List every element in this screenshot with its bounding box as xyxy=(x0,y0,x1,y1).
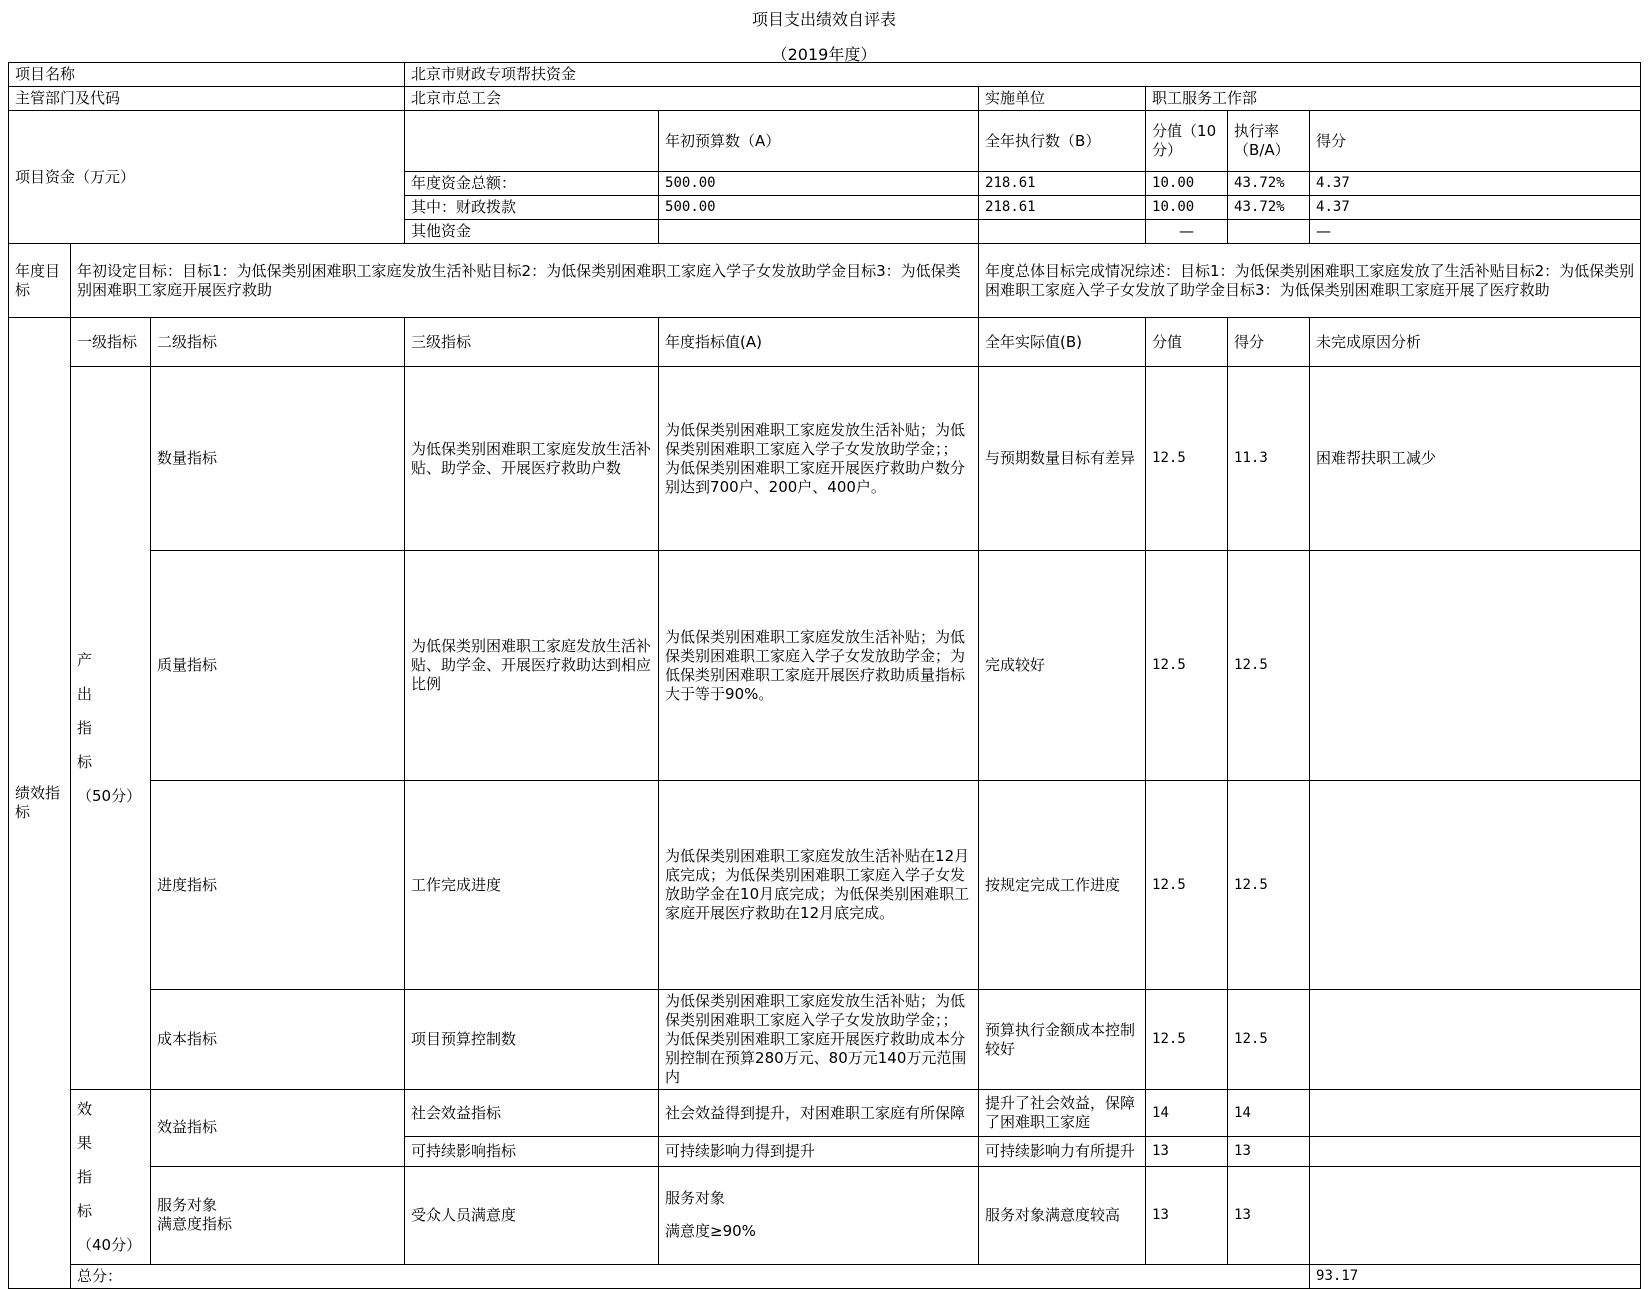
header-level1: 一级指标 xyxy=(71,318,151,367)
indicator-row xyxy=(9,551,1641,781)
score: 14 xyxy=(1228,1090,1310,1137)
output-level1 xyxy=(71,367,151,1090)
funds-row-budget xyxy=(659,220,979,244)
goals-summary: 年度总体目标完成情况综述：目标1：为低保类别困难职工家庭发放了生活补贴目标2：为低保类别困难职工家庭入学子女发放了助学金目标3：为低保类别困难职工家庭开展了医疗救助 xyxy=(979,244,1641,318)
funds-row-executed: 218.61 xyxy=(979,196,1146,220)
output-points: （50分） xyxy=(77,787,142,805)
funds-header-score-value: 分值（10分） xyxy=(1146,111,1228,172)
reason: 困难帮扶职工减少 xyxy=(1310,367,1641,551)
score-value: 12.5 xyxy=(1146,990,1228,1090)
reason xyxy=(1310,1166,1641,1264)
actual-value: 完成较好 xyxy=(979,551,1146,781)
funds-row-rate xyxy=(1228,220,1310,244)
output-char: 指 xyxy=(77,719,93,737)
actual-value: 与预期数量目标有差异 xyxy=(979,367,1146,551)
header-level3: 三级指标 xyxy=(405,318,659,367)
level3: 可持续影响指标 xyxy=(405,1137,659,1167)
reason xyxy=(1310,1090,1641,1137)
reason xyxy=(1310,551,1641,781)
effect-level1 xyxy=(71,1090,151,1265)
total-value: 93.17 xyxy=(1310,1265,1641,1289)
reason xyxy=(1310,990,1641,1090)
effect-char: 效 xyxy=(77,1100,93,1118)
funds-row-score-value: — xyxy=(1146,220,1228,244)
actual-value: 可持续影响力有所提升 xyxy=(979,1137,1146,1167)
funds-row-budget: 500.00 xyxy=(659,172,979,196)
unit-label: 实施单位 xyxy=(979,87,1146,111)
indicators-label: 绩效指标 xyxy=(9,318,71,1289)
score: 12.5 xyxy=(1228,990,1310,1090)
indicator-row xyxy=(9,781,1641,990)
funds-row-score: 4.37 xyxy=(1310,172,1641,196)
target-value: 为低保类别困难职工家庭发放生活补贴；为低保类别困难职工家庭入学子女发放助学金；；为低保类别困难职工家庭开展医疗救助户数分别达到700户、200户、400户。 xyxy=(659,367,979,551)
goals-label: 年度目标 xyxy=(9,244,71,318)
reason xyxy=(1310,1137,1641,1167)
dept-label: 主管部门及代码 xyxy=(9,87,405,111)
funds-row-rate: 43.72% xyxy=(1228,172,1310,196)
target-value: 为低保类别困难职工家庭发放生活补贴；为低保类别困难职工家庭入学子女发放助学金；为低保类别困难职工家庭开展医疗救助质量指标大于等于90%。 xyxy=(659,551,979,781)
actual-value: 按规定完成工作进度 xyxy=(979,781,1146,990)
page-subtitle: （2019年度） xyxy=(771,45,877,64)
header-target: 年度指标值(A) xyxy=(659,318,979,367)
actual-value: 提升了社会效益，保障了困难职工家庭 xyxy=(979,1090,1146,1137)
indicator-row xyxy=(9,1090,1641,1137)
header-score-value: 分值 xyxy=(1146,318,1228,367)
total-label: 总分： xyxy=(71,1265,1310,1289)
funds-header-budget: 年初预算数（A） xyxy=(659,111,979,172)
target-value: 为低保类别困难职工家庭发放生活补贴；为低保类别困难职工家庭入学子女发放助学金；；为低保类别困难职工家庭开展医疗救助成本分别控制在预算280万元、80万元140万元范围内 xyxy=(659,990,979,1090)
header-score: 得分 xyxy=(1228,318,1310,367)
service-level2 xyxy=(151,1166,405,1264)
funds-row-rate: 43.72% xyxy=(1228,196,1310,220)
actual-value: 服务对象满意度较高 xyxy=(979,1166,1146,1264)
service-target-line: 满意度≥90% xyxy=(665,1222,756,1241)
target-value: 社会效益得到提升，对困难职工家庭有所保障 xyxy=(659,1090,979,1137)
project-name-label: 项目名称 xyxy=(9,63,405,87)
target-value: 为低保类别困难职工家庭发放生活补贴在12月底完成；为低保类别困难职工家庭入学子女发放助学金在10月底完成；为低保类别困难职工家庭开展医疗救助在12月底完成。 xyxy=(659,781,979,990)
level3: 为低保类别困难职工家庭发放生活补贴、助学金、开展医疗救助户数 xyxy=(405,367,659,551)
score-value: 14 xyxy=(1146,1090,1228,1137)
evaluation-table xyxy=(8,62,1641,1289)
funds-corner xyxy=(405,111,659,172)
unit-value: 职工服务工作部 xyxy=(1146,87,1641,111)
funds-row-score: — xyxy=(1310,220,1641,244)
header-reason: 未完成原因分析 xyxy=(1310,318,1641,367)
goals-initial: 年初设定目标：目标1：为低保类别困难职工家庭发放生活补贴目标2：为低保类别困难职工家庭入学子女发放助学金目标3：为低保类别困难职工家庭开展医疗救助 xyxy=(71,244,979,318)
output-char: 产 xyxy=(77,651,93,669)
dept-value: 北京市总工会 xyxy=(405,87,979,111)
score: 13 xyxy=(1228,1166,1310,1264)
funds-row-name: 其中：财政拨款 xyxy=(405,196,659,220)
effect-char: 指 xyxy=(77,1168,93,1186)
service-target-line: 服务对象 xyxy=(665,1189,726,1208)
indicator-row xyxy=(9,367,1641,551)
benefit-level2: 效益指标 xyxy=(151,1090,405,1167)
funds-row-name: 其他资金 xyxy=(405,220,659,244)
project-name-value: 北京市财政专项帮扶资金 xyxy=(405,63,1641,87)
level2: 成本指标 xyxy=(151,990,405,1090)
target-value: 可持续影响力得到提升 xyxy=(659,1137,979,1167)
funds-header-executed: 全年执行数（B） xyxy=(979,111,1146,172)
score-value: 13 xyxy=(1146,1166,1228,1264)
score: 12.5 xyxy=(1228,781,1310,990)
score: 13 xyxy=(1228,1137,1310,1167)
score: 11.3 xyxy=(1228,367,1310,551)
output-char: 标 xyxy=(77,753,93,771)
header-level2: 二级指标 xyxy=(151,318,405,367)
level2: 数量指标 xyxy=(151,367,405,551)
effect-char: 果 xyxy=(77,1134,93,1152)
score-value: 12.5 xyxy=(1146,781,1228,990)
level2: 质量指标 xyxy=(151,551,405,781)
funds-header-score: 得分 xyxy=(1310,111,1641,172)
indicator-row xyxy=(9,990,1641,1090)
header-actual: 全年实际值(B) xyxy=(979,318,1146,367)
score: 12.5 xyxy=(1228,551,1310,781)
level3: 受众人员满意度 xyxy=(405,1166,659,1264)
service-level2-line: 满意度指标 xyxy=(157,1215,233,1234)
effect-points: （40分） xyxy=(77,1236,142,1254)
funds-row-score-value: 10.00 xyxy=(1146,196,1228,220)
funds-row-budget: 500.00 xyxy=(659,196,979,220)
service-level2-line: 服务对象 xyxy=(157,1196,218,1215)
funds-row-executed xyxy=(979,220,1146,244)
effect-char: 标 xyxy=(77,1202,93,1220)
funds-row-name: 年度资金总额： xyxy=(405,172,659,196)
level3: 工作完成进度 xyxy=(405,781,659,990)
level2: 进度指标 xyxy=(151,781,405,990)
score-value: 12.5 xyxy=(1146,367,1228,551)
target-value xyxy=(659,1166,979,1264)
score-value: 13 xyxy=(1146,1137,1228,1167)
funds-row-score-value: 10.00 xyxy=(1146,172,1228,196)
funds-row-score: 4.37 xyxy=(1310,196,1641,220)
level3: 项目预算控制数 xyxy=(405,990,659,1090)
funds-header-rate: 执行率（B/A） xyxy=(1228,111,1310,172)
actual-value: 预算执行金额成本控制较好 xyxy=(979,990,1146,1090)
level3: 社会效益指标 xyxy=(405,1090,659,1137)
page-title: 项目支出绩效自评表 xyxy=(751,10,896,29)
reason xyxy=(1310,781,1641,990)
output-char: 出 xyxy=(77,685,93,703)
indicator-row xyxy=(9,1166,1641,1264)
funds-label: 项目资金（万元） xyxy=(9,111,405,244)
level3: 为低保类别困难职工家庭发放生活补贴、助学金、开展医疗救助达到相应比例 xyxy=(405,551,659,781)
funds-row-executed: 218.61 xyxy=(979,172,1146,196)
score-value: 12.5 xyxy=(1146,551,1228,781)
